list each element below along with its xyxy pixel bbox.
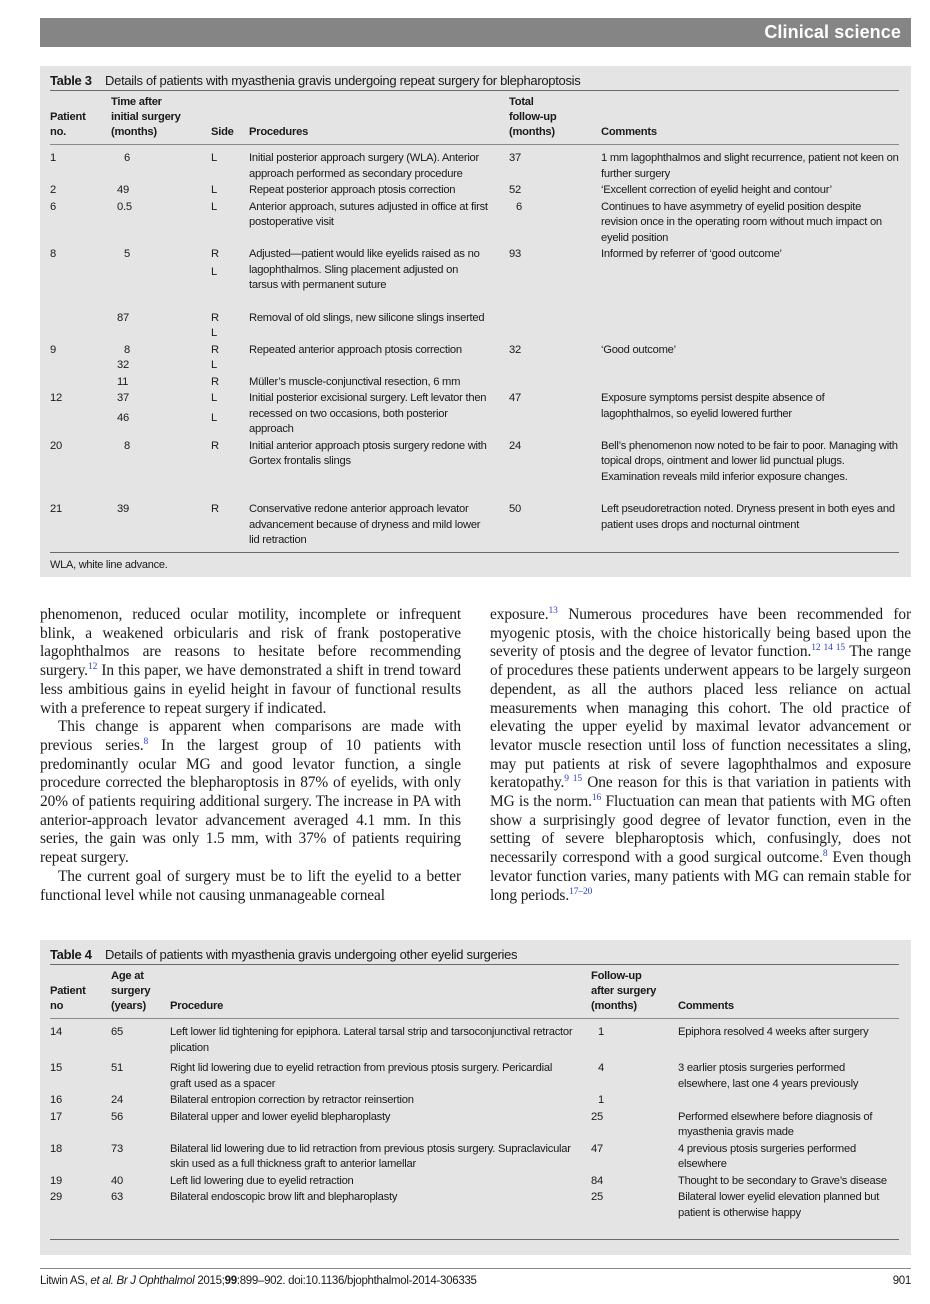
text-segment: The range of procedures these patients underwent appears to be largely surgeon dependent, as all the authors placed less reliance on actual measurements when managing this cohort. The old practice of elevating the upper eyelid by maximal levator advancement or levator muscle resection until loss of function necessitates a sling, may put patients at risk of severe lagophthalmos and exposure keratopathy. — [490, 643, 911, 792]
table-4 — [40, 940, 911, 1255]
reference-link[interactable]: 17–20 — [569, 886, 593, 897]
table-row — [50, 1110, 899, 1142]
text-segment: One reason for this is that variation in patients with MG is the norm. — [490, 774, 911, 811]
column-header-followup: Total follow-up (months) — [509, 96, 557, 138]
cell-side: L — [211, 200, 217, 213]
cell-comments: 1 mm lagophthalmos and slight recurrence, patient not keen on further surgery — [601, 152, 899, 180]
table-row — [50, 1142, 899, 1174]
cell-comments: Informed by referrer of ‘good outcome’ — [601, 248, 782, 260]
table-row — [50, 151, 899, 183]
cell-procedure: Left lid lowering due to eyelid retraction — [170, 1174, 354, 1187]
cell-patient: 16 — [50, 1094, 62, 1106]
table-4-bottom-rule — [50, 1239, 899, 1240]
cell-comments: Left pseudoretraction noted. Dryness present in both eyes and patient uses drops and nocturnal ointment — [601, 503, 895, 531]
table-row — [50, 1190, 899, 1222]
cell-procedure: Bilateral entropion correction by retractor reinsertion — [170, 1094, 414, 1106]
cell-followup: 50 — [509, 503, 521, 515]
table-3-header-rule — [50, 144, 899, 145]
cell-followup: 47 — [509, 392, 521, 404]
table-3 — [40, 66, 911, 577]
cell-patient: 1 — [50, 152, 56, 164]
cell-followup: 1 — [598, 1026, 604, 1038]
cell-comments: Thought to be secondary to Grave’s disease — [678, 1174, 887, 1187]
column-header-comments: Comments — [601, 126, 657, 138]
cell-comments: Epiphora resolved 4 weeks after surgery — [678, 1026, 869, 1038]
cell-followup — [509, 375, 601, 392]
cell-patient: 8 — [50, 248, 56, 260]
cell-followup: 24 — [509, 439, 521, 452]
section-title: Clinical science — [764, 22, 901, 42]
cell-side: L — [211, 184, 217, 196]
cell-procedure: Adjusted—patient would like eyelids raised as no lagophthalmos. Sling placement adjusted on tarsus with permanent suture — [249, 248, 480, 291]
table-3-body — [50, 151, 899, 550]
cell-side: L — [211, 152, 217, 164]
cell-patient: 18 — [50, 1142, 62, 1155]
table-row — [50, 439, 899, 503]
cell-patient: 19 — [50, 1174, 62, 1187]
text-segment: exposure. — [490, 606, 549, 623]
cell-patient — [50, 375, 111, 392]
column-header-followup: Follow-up after surgery (months) — [591, 970, 657, 1012]
cell-patient: 12 — [50, 392, 62, 404]
table-3-grid — [50, 91, 899, 144]
table-4-header-row — [50, 965, 899, 1018]
column-header-time: Time after initial surgery (months) — [111, 96, 181, 138]
text-segment: Numerous procedures have been recommended for myogenic ptosis, with the choice historically being based upon the severity of ptosis and the degree of levator function. — [490, 606, 911, 661]
text-segment: The current goal of surgery must be to lift the eyelid to a better functional level while not causing unmanageable corneal — [40, 867, 461, 904]
cell-comments: 3 earlier ptosis surgeries performed elsewhere, last one 4 years previously — [678, 1062, 859, 1090]
cell-patient: 15 — [50, 1062, 62, 1074]
reference-link[interactable]: 8 — [822, 849, 828, 860]
body-column-left — [40, 606, 461, 905]
cell-patient: 6 — [50, 200, 56, 213]
cell-age: 24 — [111, 1094, 123, 1106]
footer-rule — [40, 1268, 911, 1269]
cell-age: 65 — [111, 1026, 123, 1038]
cell-followup: 4 — [598, 1062, 604, 1074]
cell-side: R L — [211, 343, 219, 371]
cell-patient: 14 — [50, 1026, 62, 1038]
cell-procedure: Right lid lowering due to eyelid retraction from previous ptosis surgery. Pericardial graft used as a spacer — [170, 1062, 553, 1090]
table-4-caption — [50, 940, 899, 964]
cell-time: 49 — [117, 184, 129, 196]
page-footer — [40, 1275, 911, 1287]
cell-comments: Performed elsewhere before diagnosis of myasthenia gravis made — [678, 1110, 873, 1138]
cell-procedure: Initial posterior approach surgery (WLA). Anterior approach performed as secondary procedure — [249, 152, 479, 180]
cell-comments: ‘Good outcome’ — [601, 343, 676, 356]
citation: Litwin AS, et al. Br J Ophthalmol 2015;99:899–902. doi:10.1136/bjophthalmol-2014-306335 — [40, 1275, 477, 1287]
cell-procedure: Bilateral upper and lower eyelid blepharoplasty — [170, 1110, 391, 1123]
text-segment: Even though levator function varies, many patients with MG can remain stable for long periods. — [490, 849, 911, 904]
cell-comments: Bilateral lower eyelid elevation planned but patient is otherwise happy — [678, 1191, 880, 1219]
table-4-label: Table 4 — [50, 947, 92, 962]
cell-time: 5 — [124, 248, 130, 260]
cell-patient: 9 — [50, 343, 56, 356]
cell-patient: 20 — [50, 439, 62, 452]
paragraph — [490, 606, 911, 905]
table-row — [50, 1093, 899, 1110]
cell-procedure: Repeat posterior approach ptosis correction — [249, 184, 456, 196]
cell-patient — [50, 311, 111, 343]
table-3-label: Table 3 — [50, 73, 92, 88]
text-segment: This change is apparent when comparisons are made with previous series. — [40, 718, 461, 754]
cell-side: R L — [211, 248, 219, 278]
text-segment: phenomenon, reduced ocular motility, incomplete or infrequent blink, a weakened orbicularis and risk of frank postoperative lagophthalmos are reasons to hesitate before recommending surgery. — [40, 606, 461, 680]
cell-followup: 25 — [591, 1110, 603, 1123]
cell-followup: 37 — [509, 152, 521, 164]
cell-followup — [509, 311, 601, 343]
table-4-header-rule — [50, 1018, 899, 1019]
cell-comments: ‘Excellent correction of eyelid height and contour’ — [601, 184, 832, 196]
column-header-procedures: Procedures — [249, 126, 309, 138]
table-3-caption — [50, 66, 899, 90]
cell-side: L L — [211, 392, 217, 424]
table-3-footnote: WLA, white line advance. — [50, 559, 168, 571]
table-row — [50, 502, 899, 550]
cell-procedure: Conservative redone anterior approach levator advancement because of dryness and mild lower lid retraction — [249, 503, 481, 546]
cell-side: R — [211, 439, 219, 452]
text-segment: In this paper, we have demonstrated a shift in trend toward less ambitious gains in eyelid height in favour of functional results with a preference to repeat surgery if indicated. — [40, 662, 461, 717]
cell-procedure: Bilateral lid lowering due to lid retraction from previous ptosis surgery. Supraclavicular skin used as a full thickness graft to anterior lamellar — [170, 1142, 571, 1170]
cell-comments: 4 previous ptosis surgeries performed elsewhere — [678, 1142, 856, 1170]
table-row — [50, 1025, 899, 1061]
section-header-bar — [40, 18, 911, 47]
column-header-comments: Comments — [678, 1000, 734, 1012]
cell-procedure: Left lower lid tightening for epiphora. Lateral tarsal strip and tarsoconjunctival retractor plication — [170, 1026, 573, 1054]
cell-time: 8 32 — [117, 343, 130, 371]
cell-patient: 2 — [50, 184, 56, 196]
cell-time: 8 — [124, 439, 130, 452]
reference-link[interactable]: 9 15 — [564, 774, 582, 785]
cell-procedure: Bilateral endoscopic brow lift and blepharoplasty — [170, 1191, 398, 1203]
cell-patient: 21 — [50, 503, 62, 515]
table-row — [50, 343, 899, 375]
cell-comments: Exposure symptoms persist despite absence of lagophthalmos, so eyelid lowered further — [601, 392, 825, 420]
cell-procedure: Initial posterior excisional surgery. Left levator then recessed on two occasions, both posterior approach — [249, 392, 487, 435]
cell-comments — [601, 375, 899, 392]
cell-age: 51 — [111, 1062, 123, 1074]
cell-followup: 93 — [509, 248, 521, 260]
paragraph — [40, 606, 461, 718]
table-4-title: Details of patients with myasthenia gravis undergoing other eyelid surgeries — [105, 947, 518, 962]
page-number: 901 — [892, 1275, 911, 1287]
table-row — [50, 375, 899, 392]
table-row — [50, 391, 899, 439]
cell-side: R — [211, 503, 219, 515]
reference-link[interactable]: 12 — [87, 662, 98, 673]
cell-time: 0.5 — [117, 200, 132, 213]
table-row — [50, 200, 899, 248]
table-row — [50, 1174, 899, 1191]
cell-comments: Continues to have asymmetry of eyelid position despite revision once in the operating room without much impact on eyelid position — [601, 200, 882, 244]
cell-time: 6 — [124, 152, 130, 164]
reference-link[interactable]: 12 14 15 — [811, 643, 846, 654]
cell-followup: 52 — [509, 184, 521, 196]
column-header-patient: Patient no — [50, 985, 86, 1012]
table-3-title: Details of patients with myasthenia gravis undergoing repeat surgery for blepharoptosis — [105, 73, 581, 88]
body-column-right — [490, 606, 911, 905]
cell-followup: 1 — [598, 1094, 604, 1106]
reference-link[interactable]: 13 — [548, 606, 558, 616]
table-row — [50, 183, 899, 200]
cell-time: 39 — [117, 503, 129, 515]
table-3-header-row — [50, 91, 899, 144]
cell-side: R — [211, 375, 219, 388]
cell-comments — [601, 311, 899, 343]
cell-age: 56 — [111, 1110, 123, 1123]
reference-link[interactable]: 8 — [143, 736, 149, 747]
column-header-patient: Patient no. — [50, 111, 86, 138]
table-4-grid — [50, 965, 899, 1018]
table-row — [50, 247, 899, 311]
cell-procedure: Anterior approach, sutures adjusted in office at first postoperative visit — [249, 200, 488, 228]
table-row — [50, 311, 899, 343]
cell-time: 87 — [117, 311, 129, 324]
cell-procedure: Müller’s muscle-conjunctival resection, 6 mm — [249, 375, 461, 388]
table-row — [50, 1061, 899, 1093]
column-header-procedure: Procedure — [170, 1000, 224, 1012]
cell-comments — [678, 1093, 899, 1110]
text-segment: Fluctuation can mean that patients with MG often show a surprisingly good degree of levator function, even in the setting of severe blepharoptosis which, confusingly, does not necessarily correspond with a good surgical outcome. — [490, 793, 911, 867]
cell-procedure: Repeated anterior approach ptosis correction — [249, 343, 462, 356]
cell-age: 40 — [111, 1174, 123, 1187]
cell-followup: 47 — [591, 1142, 603, 1155]
cell-followup: 6 — [516, 200, 522, 213]
column-header-side: Side — [211, 126, 234, 138]
text-segment: In the largest group of 10 patients with predominantly ocular MG and good levator function, a single procedure corrected the blepharoptosis in 87% of eyelids, with only 20% of patients requiring additional surgery. The increase in PA with anterior-approach levator advancement averaged 4.1 mm. In this series, the gain was only 1.5 mm, with 37% of patients requiring repeat surgery. — [40, 736, 461, 867]
cell-age: 73 — [111, 1142, 123, 1155]
cell-time: 37 46 — [117, 392, 129, 424]
cell-time: 11 — [117, 375, 129, 388]
cell-followup: 32 — [509, 343, 521, 356]
column-header-age: Age at surgery (years) — [111, 970, 151, 1012]
cell-comments: Bell’s phenomenon now noted to be fair to poor. Managing with topical drops, ointment and lower lid punctual plugs. Examination reveals mild inferior exposure changes. — [601, 439, 898, 483]
cell-followup: 84 — [591, 1174, 603, 1187]
paragraph — [40, 718, 461, 868]
cell-side: R L — [211, 311, 219, 339]
reference-link[interactable]: 16 — [591, 793, 602, 804]
cell-procedure: Initial anterior approach ptosis surgery redone with Gortex frontalis slings — [249, 439, 487, 467]
cell-procedure: Removal of old slings, new silicone slings inserted — [249, 311, 485, 324]
table-4-body — [50, 1025, 899, 1222]
cell-followup: 25 — [591, 1191, 603, 1203]
cell-patient: 17 — [50, 1110, 62, 1123]
paragraph — [40, 868, 461, 905]
cell-age: 63 — [111, 1191, 123, 1203]
cell-patient: 29 — [50, 1191, 62, 1203]
